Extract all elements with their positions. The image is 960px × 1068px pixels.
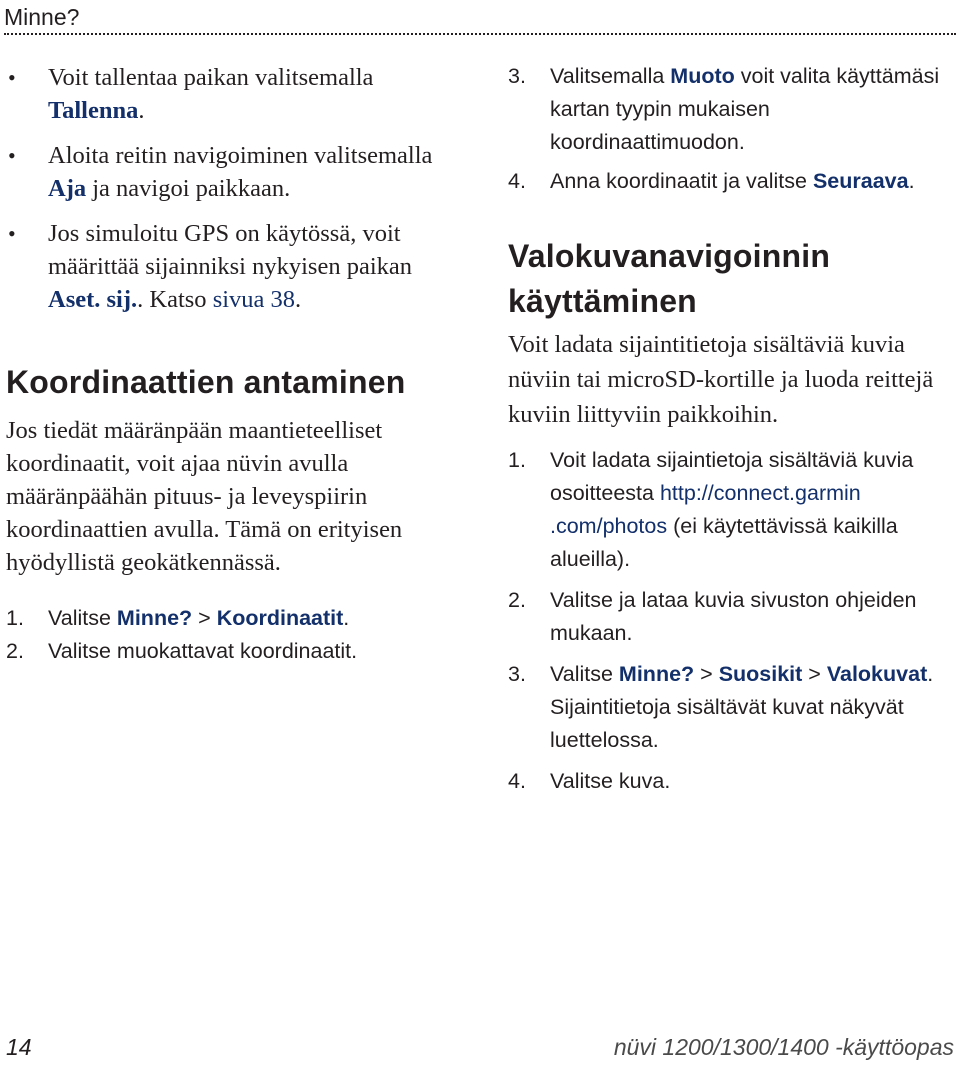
menu-term-suosikit: Suosikit — [718, 662, 803, 686]
step-text: Valitse — [550, 662, 619, 686]
step-list — [6, 602, 458, 668]
step-text: Valitse ja lataa kuvia sivuston ohjeiden mukaan. — [550, 588, 917, 645]
step-number: 4. — [508, 769, 526, 793]
bullet-text-end: ja navigoi paikkaan. — [86, 175, 291, 202]
bullet-text-end: . — [295, 286, 302, 313]
step-list — [508, 444, 956, 798]
menu-term-valokuvat: Valokuvat — [826, 662, 928, 686]
bullet-item — [6, 139, 458, 205]
step-item — [508, 444, 956, 576]
step-item — [508, 765, 956, 798]
step-number: 3. — [508, 64, 526, 88]
menu-term-aset-sij: Aset. sij. — [48, 286, 138, 313]
page-number: 14 — [6, 1034, 32, 1060]
header-divider — [4, 33, 956, 35]
running-header: Minne? — [4, 4, 80, 30]
bullet-text: Jos simuloitu GPS on käytössä, voit määrittää sijainniksi nykyisen paikan — [48, 220, 413, 280]
step-number: 1. — [6, 606, 24, 630]
bullet-text: Voit tallentaa paikan valitsemalla — [48, 64, 374, 91]
step-separator: > — [694, 662, 719, 686]
step-item — [508, 165, 956, 198]
section-heading-coordinates: Koordinaattien antaminen — [6, 364, 406, 400]
bullet-text-end: . — [138, 97, 145, 124]
step-list-continued — [508, 60, 956, 198]
step-text: Voit ladata sijaintietoja sisältäviä kuvia osoitteesta — [550, 448, 914, 505]
page-reference-link[interactable]: sivua 38 — [212, 286, 296, 313]
bullet-item — [6, 217, 458, 316]
step-number: 4. — [508, 169, 526, 193]
bullet-text: Aloita reitin navigoiminen valitsemalla — [48, 142, 433, 169]
step-item — [6, 602, 458, 635]
menu-term-koordinaatit: Koordinaatit — [216, 606, 344, 630]
step-text-end: (ei käytettävissä kaikilla alueilla). — [550, 514, 898, 571]
step-number: 1. — [508, 448, 526, 472]
step-number: 2. — [508, 588, 526, 612]
step-item — [508, 60, 956, 159]
bullet-icon: • — [8, 143, 16, 168]
step-text-end: . — [908, 169, 915, 193]
bullet-list — [6, 61, 458, 328]
section-heading-photo-navigation — [508, 234, 956, 324]
step-separator: > — [192, 606, 217, 630]
bullet-icon: • — [8, 221, 16, 246]
menu-term-minne: Minne? — [116, 606, 193, 630]
step-separator: > — [802, 662, 827, 686]
heading-line: käyttäminen — [508, 283, 697, 319]
menu-term-minne: Minne? — [618, 662, 695, 686]
step-text: Valitse kuva. — [550, 769, 671, 793]
url-link-continued[interactable]: .com/photos — [550, 514, 668, 538]
step-text: Valitsemalla — [550, 64, 671, 88]
manual-title: nüvi 1200/1300/1400 -käyttöopas — [613, 1034, 954, 1060]
bullet-icon: • — [8, 65, 16, 90]
url-link[interactable]: http://connect.garmin — [659, 481, 861, 505]
menu-term-seuraava: Seuraava — [812, 169, 909, 193]
menu-term-muoto: Muoto — [670, 64, 735, 88]
step-text: Valitse muokattavat koordinaatit. — [48, 639, 358, 663]
step-text-end: . — [343, 606, 350, 630]
step-number: 2. — [6, 639, 24, 663]
step-text: Anna koordinaatit ja valitse — [550, 169, 813, 193]
bullet-text-mid: . Katso — [137, 286, 213, 313]
step-item — [508, 584, 956, 650]
step-item — [6, 635, 458, 668]
step-text-end: voit valita käyttämäsi kartan tyypin mukaisen koordinaattimuodon. — [550, 64, 940, 154]
section-intro: Jos tiedät määränpään maantieteelliset koordinaatit, voit ajaa nüvin avulla määränpäähän pituus- ja leveyspiirin koordinaattien avulla. Tämä on erityisen hyödyllistä geokätkennässä. — [6, 417, 403, 576]
section-intro: Voit ladata sijaintitietoja sisältäviä kuvia nüviin tai microSD-kortille ja luoda reittejä kuviin liittyviin paikkoihin. — [508, 331, 934, 428]
bullet-item — [6, 61, 458, 127]
step-number: 3. — [508, 662, 526, 686]
step-text-end: . Sijaintitietoja sisältävät kuvat näkyvät luettelossa. — [550, 662, 934, 752]
menu-term-tallenna: Tallenna — [48, 97, 139, 124]
menu-term-aja: Aja — [48, 175, 87, 202]
step-item — [508, 658, 956, 757]
step-text: Valitse — [48, 606, 117, 630]
heading-line: Valokuvanavigoinnin — [508, 238, 831, 274]
